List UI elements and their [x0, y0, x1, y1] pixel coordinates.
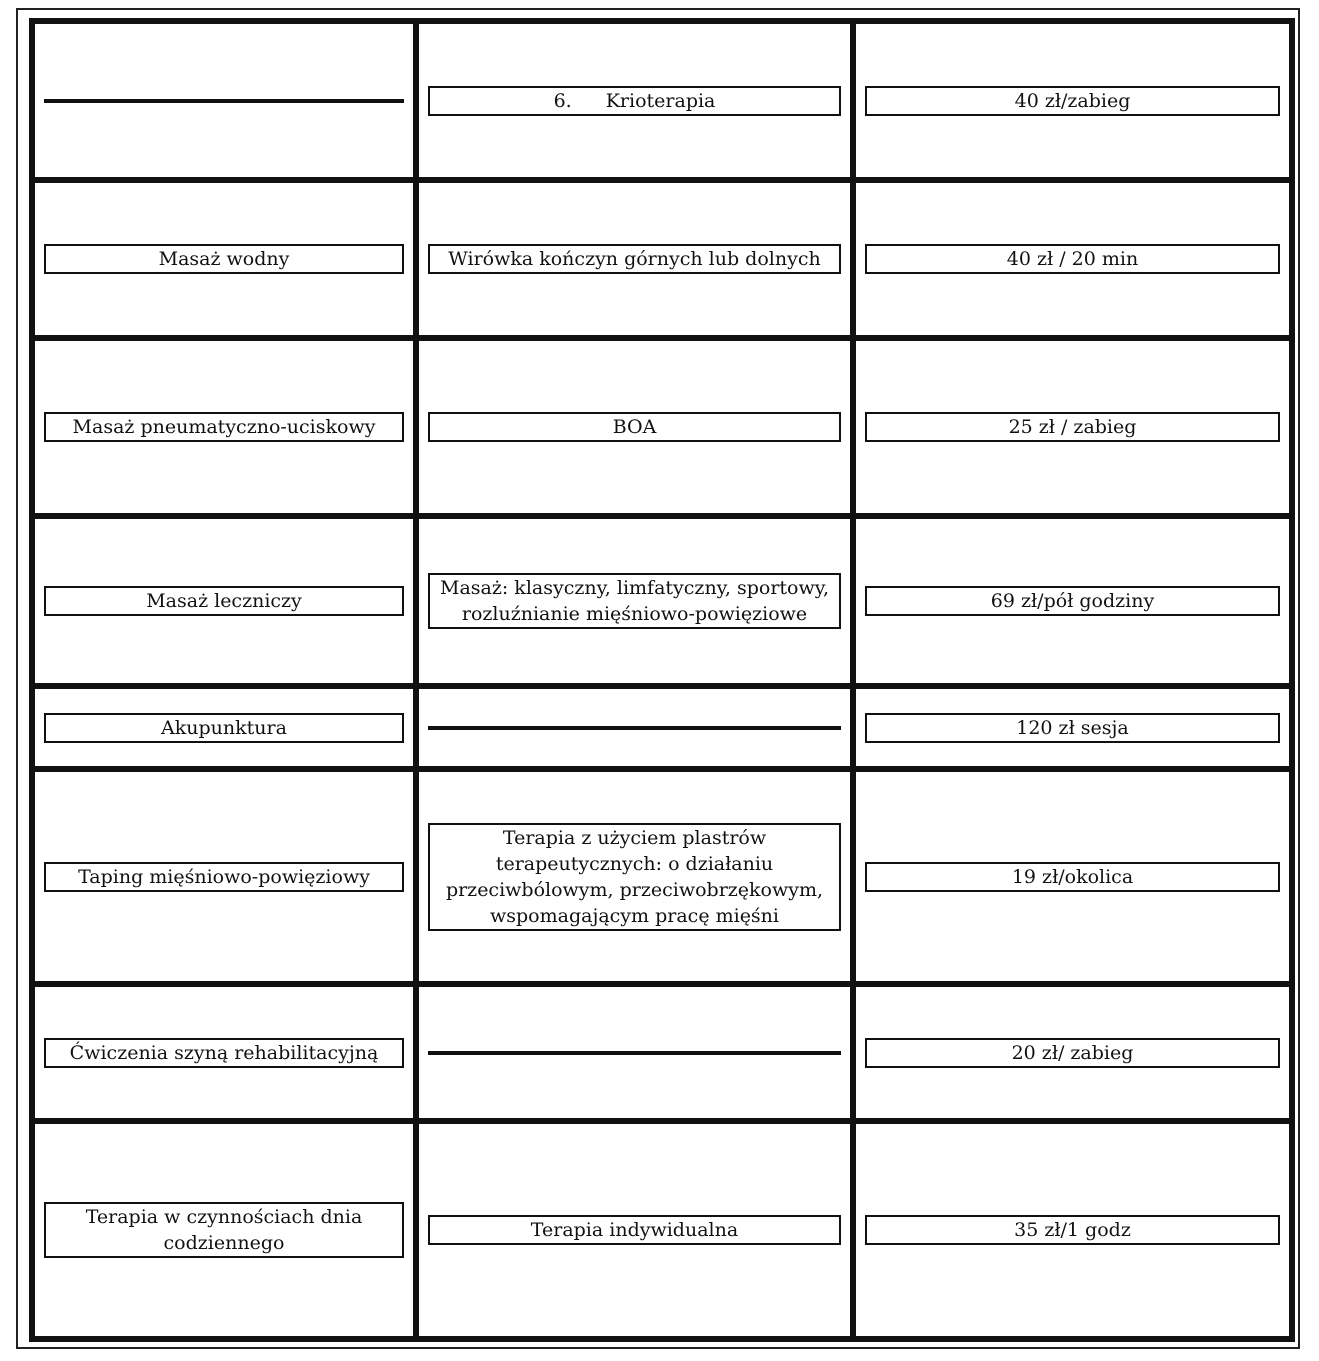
service-number: 6.	[553, 89, 572, 112]
price-cell	[853, 769, 1292, 984]
table-row	[32, 1121, 1292, 1339]
price-table	[29, 18, 1295, 1342]
price-cell	[853, 686, 1292, 769]
table-row	[32, 984, 1292, 1121]
table-row	[32, 516, 1292, 686]
service-text: Masaż: klasyczny, limfatyczny, sportowy, rozluźnianie mięśniowo-powięziowe	[428, 573, 841, 629]
service-cell	[416, 338, 853, 516]
service-text	[428, 726, 841, 730]
price-cell	[853, 1121, 1292, 1339]
table-row	[32, 338, 1292, 516]
price-text: 120 zł sesja	[865, 713, 1280, 743]
category-text: Masaż leczniczy	[44, 586, 404, 616]
service-cell	[416, 180, 853, 338]
price-text: 25 zł / zabieg	[865, 412, 1280, 442]
service-text: Terapia indywidualna	[428, 1215, 841, 1245]
category-text: Masaż wodny	[44, 244, 404, 274]
table-row	[32, 686, 1292, 769]
category-text: Akupunktura	[44, 713, 404, 743]
service-cell	[416, 686, 853, 769]
category-cell	[32, 21, 416, 180]
price-text: 20 zł/ zabieg	[865, 1038, 1280, 1068]
service-text	[428, 86, 841, 116]
service-text	[428, 1051, 841, 1055]
service-text: BOA	[428, 412, 841, 442]
price-cell	[853, 180, 1292, 338]
category-text: Taping mięśniowo-powięziowy	[44, 862, 404, 892]
service-text: Wirówka kończyn górnych lub dolnych	[428, 244, 841, 274]
category-cell	[32, 984, 416, 1121]
service-cell	[416, 516, 853, 686]
category-cell	[32, 180, 416, 338]
service-name: Krioterapia	[605, 89, 716, 112]
price-text: 40 zł/zabieg	[865, 86, 1280, 116]
price-text: 69 zł/pół godziny	[865, 586, 1280, 616]
category-text: Ćwiczenia szyną rehabilitacyjną	[44, 1038, 404, 1068]
price-cell	[853, 21, 1292, 180]
price-cell	[853, 984, 1292, 1121]
service-text: Terapia z użyciem plastrów terapeutycznych: o działaniu przeciwbólowym, przeciwobrzękowym, wspomagającym pracę mięśni	[428, 823, 841, 931]
price-cell	[853, 338, 1292, 516]
price-text: 35 zł/1 godz	[865, 1215, 1280, 1245]
category-cell	[32, 1121, 416, 1339]
service-cell	[416, 984, 853, 1121]
table-row	[32, 180, 1292, 338]
category-text: Masaż pneumatyczno-uciskowy	[44, 412, 404, 442]
table-row	[32, 769, 1292, 984]
service-cell	[416, 21, 853, 180]
category-cell	[32, 769, 416, 984]
category-cell	[32, 338, 416, 516]
category-cell	[32, 516, 416, 686]
price-text: 19 zł/okolica	[865, 862, 1280, 892]
service-cell	[416, 1121, 853, 1339]
price-text: 40 zł / 20 min	[865, 244, 1280, 274]
service-cell	[416, 769, 853, 984]
category-text	[44, 99, 404, 103]
price-cell	[853, 516, 1292, 686]
category-cell	[32, 686, 416, 769]
category-text: Terapia w czynnościach dnia codziennego	[44, 1202, 404, 1258]
table-row	[32, 21, 1292, 180]
